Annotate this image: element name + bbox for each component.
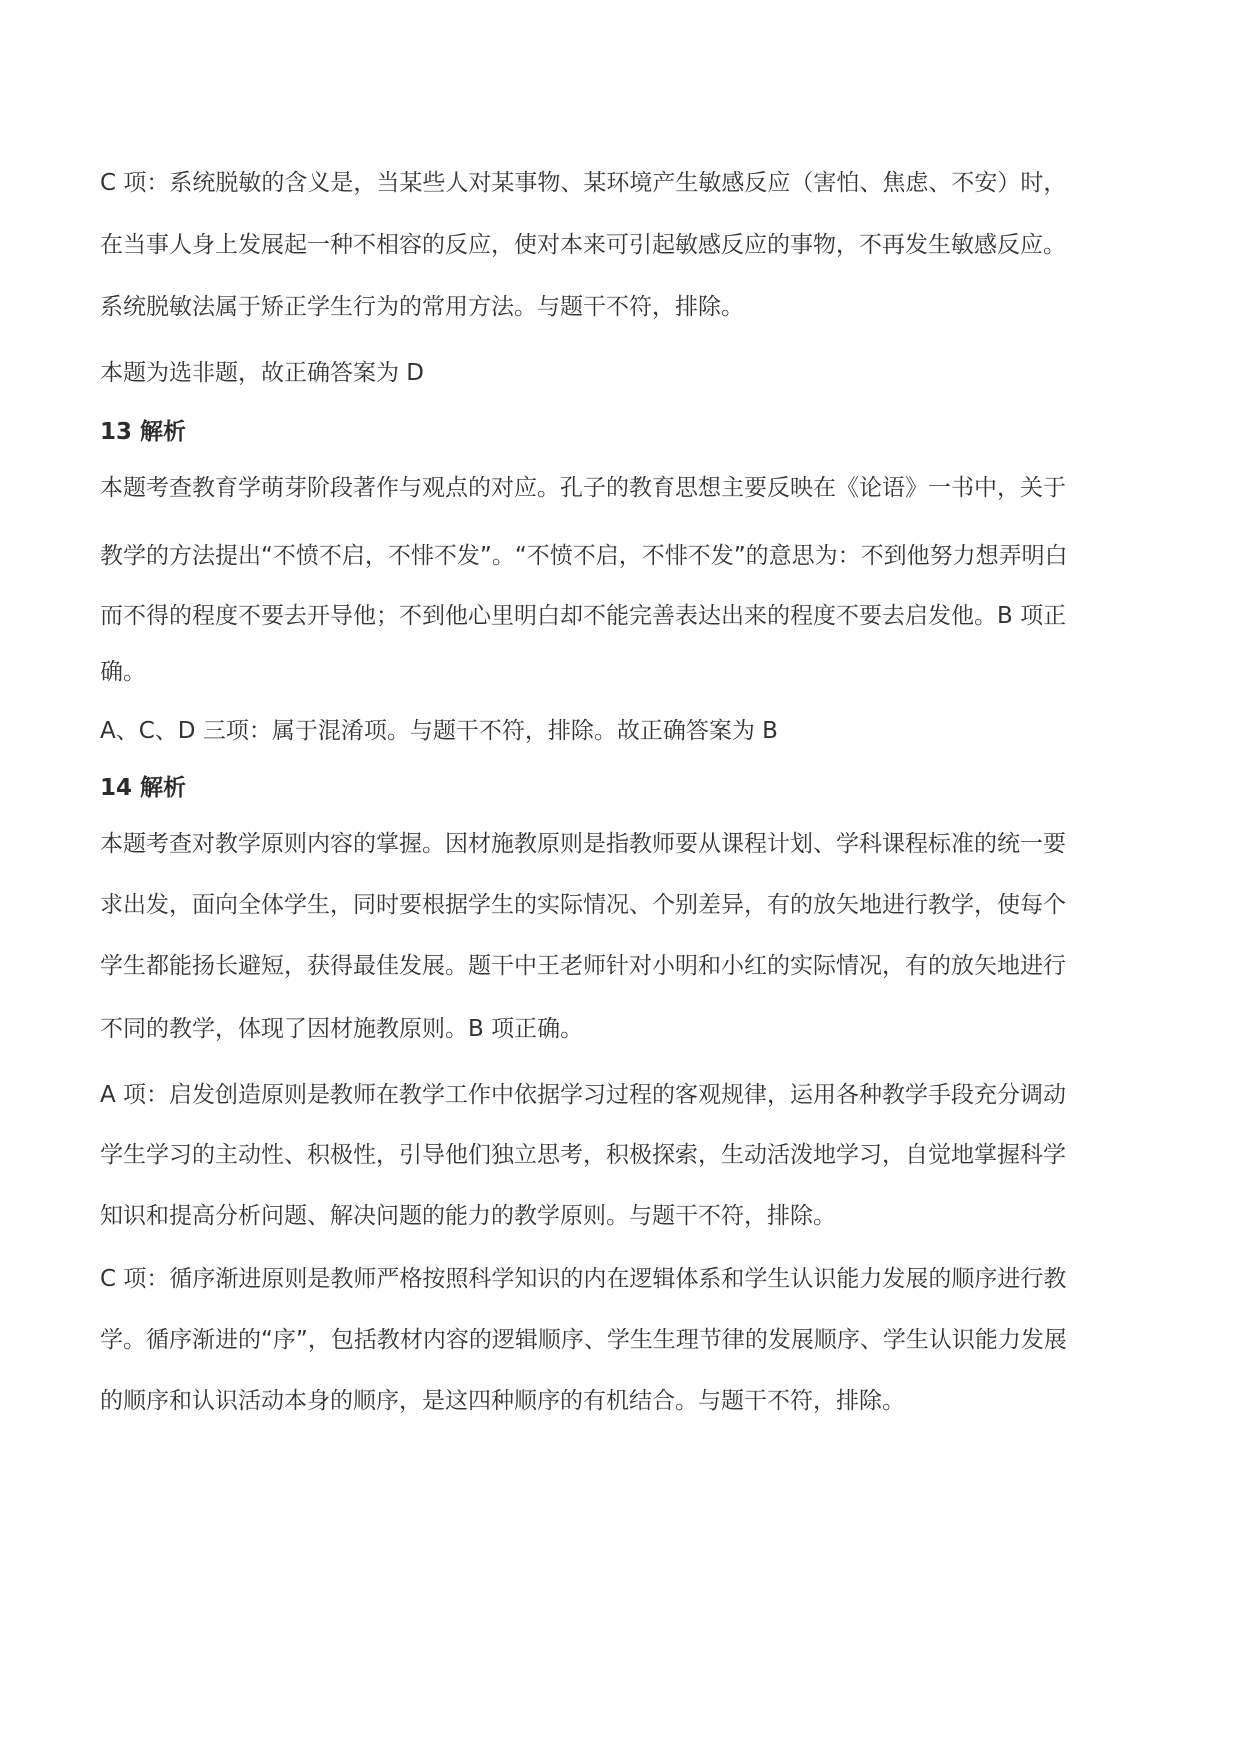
q13-other-options: A、C、D 三项：属于混淆项。与题干不符，排除。故正确答案为 B (100, 718, 778, 744)
q14-body-line-1: 本题考查对教学原则内容的掌握。因材施教原则是指教师要从课程计划、学科课程标准的统一要 (100, 831, 1066, 857)
q14-option-a-line-1: A 项：启发创造原则是教师在教学工作中依据学习过程的客观规律，运用各种教学手段充分调动 (100, 1082, 1067, 1108)
q13-body-line-4: 确。 (100, 659, 146, 685)
q14-option-c-line-3: 的顺序和认识活动本身的顺序，是这四种顺序的有机结合。与题干不符，排除。 (100, 1388, 905, 1414)
q13-heading: 13 解析 (100, 419, 187, 445)
q14-option-a-line-3: 知识和提高分析问题、解决问题的能力的教学原则。与题干不符，排除。 (100, 1203, 836, 1229)
q14-option-c-line-2: 学。循序渐进的“序”，包括教材内容的逻辑顺序、学生生理节律的发展顺序、学生认识能力发展 (100, 1327, 1067, 1353)
q14-body-line-2: 求出发，面向全体学生，同时要根据学生的实际情况、个别差异，有的放矢地进行教学，使每个 (100, 892, 1066, 918)
q13-body-line-3: 而不得的程度不要去开导他；不到他心里明白却不能完善表达出来的程度不要去启发他。B 项正 (100, 603, 1067, 629)
q12-option-c-line-2: 在当事人身上发展起一种不相容的反应，使对本来可引起敏感反应的事物，不再发生敏感反应。 (100, 232, 1066, 258)
q14-body-line-3: 学生都能扬长避短，获得最佳发展。题干中王老师针对小明和小红的实际情况，有的放矢地进行 (100, 953, 1066, 979)
q13-body-line-1: 本题考查教育学萌芽阶段著作与观点的对应。孔子的教育思想主要反映在《论语》一书中，关于 (100, 475, 1066, 501)
q14-option-a-line-2: 学生学习的主动性、积极性，引导他们独立思考，积极探索，生动活泼地学习，自觉地掌握科学 (100, 1142, 1066, 1168)
q14-option-c-line-1: C 项：循序渐进原则是教师严格按照科学知识的内在逻辑体系和学生认识能力发展的顺序进行教 (100, 1266, 1067, 1292)
q12-conclusion: 本题为选非题，故正确答案为 D (100, 360, 425, 386)
q14-heading: 14 解析 (100, 775, 187, 801)
q13-body-line-2: 教学的方法提出“不愤不启，不悱不发”。“不愤不启，不悱不发”的意思为：不到他努力想弄明白 (100, 543, 1068, 569)
q12-option-c-line-1: C 项：系统脱敏的含义是，当某些人对某事物、某环境产生敏感反应（害怕、焦虑、不安）时， (100, 170, 1067, 196)
q14-body-line-4: 不同的教学，体现了因材施教原则。B 项正确。 (100, 1016, 584, 1042)
q12-option-c-line-3: 系统脱敏法属于矫正学生行为的常用方法。与题干不符，排除。 (100, 294, 744, 320)
